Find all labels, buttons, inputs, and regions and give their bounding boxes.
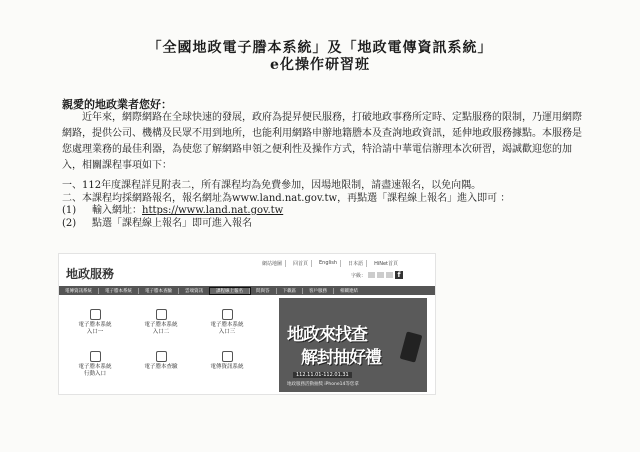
top-link[interactable]: 網站地圖 [259,260,286,267]
monitor-icon [222,351,233,362]
promo-banner[interactable] [279,298,427,392]
document-icon [156,309,167,320]
nav-item[interactable]: 相關連結 [340,288,358,294]
intro-paragraph [62,110,587,174]
font-size-label: 字級： [350,272,366,279]
top-link[interactable]: English [316,260,341,267]
sub-item-2-num: (2) [62,217,77,229]
tile-ebook-entry-3[interactable] [197,309,257,335]
nav-item[interactable]: 電傳資訊系統 [59,288,99,294]
site-logo: 地政服務 [66,267,115,281]
top-link[interactable]: 回首頁 [290,260,312,267]
registration-url-link[interactable]: https://www.land.nat.gov.tw [142,205,284,216]
search-icon [156,351,167,362]
course-items [62,180,592,230]
nav-item[interactable]: 電子謄本系統 [99,288,139,294]
banner-note: 地政服務活動抽獎 iPhone14等您拿 [287,382,359,387]
phone-icon [400,331,423,362]
sub-item-1-num: (1) [62,205,77,216]
website-screenshot [58,253,436,395]
nav-item[interactable]: 雲端資訊 [179,288,210,294]
sub-item-2 [62,218,592,231]
site-nav [59,286,435,295]
tile-label: 電子謄本查驗 [144,364,178,370]
document-title: 「全國地政電子謄本系統」及「地政電傳資訊系統」 [147,40,493,56]
font-size-row [351,271,403,279]
item-1: 一、112年度課程詳見附表二，所有課程均為免費參加，因場地限制，請盡速報名，以免向隅。 [62,180,482,191]
tile-ebook-entry-2[interactable] [131,309,191,335]
nav-item[interactable]: 問與答 [250,288,277,294]
tile-telecom-info[interactable] [197,351,257,377]
nav-item[interactable]: 下載區 [277,288,304,294]
font-size-small-button[interactable] [368,272,375,278]
tile-label: 電傳資訊系統 [210,364,244,370]
document-subtitle: e化操作研習班 [270,57,370,73]
font-size-medium-button[interactable] [377,272,384,278]
document-icon [222,309,233,320]
nav-item-course-registration[interactable]: 課程線上報名 [210,288,250,294]
tile-label: 電子謄本系統 入口三 [210,322,244,335]
banner-date: 112.11.01-112.01.31 [293,372,352,378]
document-icon [90,309,101,320]
tile-ebook-mobile[interactable] [65,351,125,377]
banner-line-2: 解封抽好禮 [301,348,381,368]
facebook-icon[interactable]: f [395,271,403,279]
sub-item-2-text: 點選「課程線上報名」即可進入報名 [92,217,252,229]
font-size-large-button[interactable] [386,272,393,278]
tile-label: 電子謄本系統 入口二 [144,322,178,335]
site-top-links [259,260,401,267]
sub-item-1 [62,205,592,218]
top-link[interactable]: 日本語 [345,260,367,267]
tile-ebook-verify[interactable] [131,351,191,377]
tile-ebook-entry-1[interactable] [65,309,125,335]
nav-item[interactable]: 客戶服務 [303,288,334,294]
tile-label: 電子謄本系統 入口一 [78,322,112,335]
nav-item[interactable]: 電子謄本查驗 [139,288,179,294]
item-2: 二、本課程均採網路報名，報名網址為www.land.nat.gov.tw，再點選「課程線上報名」進入即可 ： [62,192,511,204]
sub-item-1-prefix: 輸入網址： [92,205,142,216]
mobile-icon [90,351,101,362]
intro-text: 近年來，網際網路在全球快速的發展，政府為提昇便民服務，打破地政事務所定時、定點服務的限制，乃運用網際網路，提供公司、機構及民眾不用到地所，也能利用網路申辦地籍謄本及查詢地政資訊，延伸地政服務據點。本服務是您處理業務的最佳利器，為使您了解網路申領之便利性及操作方式，特洽請中華電信辦理本次研習，竭誠歡迎您的加入，相關課程事項如下： [62,112,582,171]
greeting: 親愛的地政業者您好： [62,98,172,111]
top-link[interactable]: HiNet首頁 [374,261,398,267]
tile-label: 電子謄本系統 行動入口 [78,364,112,377]
banner-line-1: 地政來找查 [287,325,367,345]
